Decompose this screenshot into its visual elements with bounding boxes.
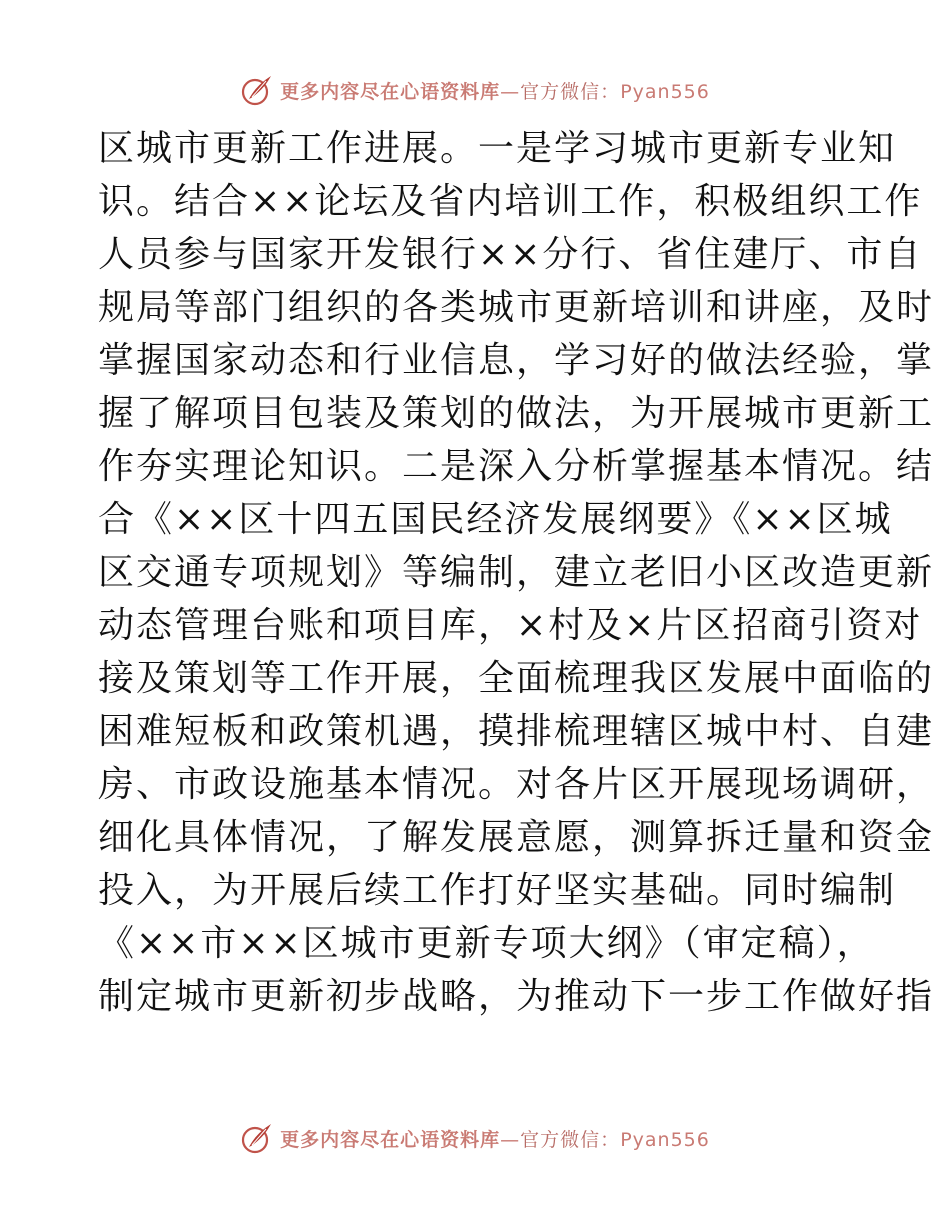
body-line: 识。结合××论坛及省内培训工作，积极组织工作 bbox=[98, 181, 923, 222]
footer-label: 官方微信： bbox=[520, 1128, 621, 1151]
header-separator: — bbox=[500, 80, 521, 103]
body-line: 投入，为开展后续工作打好坚实基础。同时编制 bbox=[98, 870, 897, 911]
body-line: 人员参与国家开发银行××分行、省住建厅、市自 bbox=[98, 234, 923, 275]
body-line: 动态管理台账和项目库，×村及×片区招商引资对 bbox=[98, 605, 923, 646]
body-line: 细化具体情况，了解发展意愿，测算拆迁量和资金 bbox=[98, 817, 935, 858]
footer-brand: 更多内容尽在心语资料库 bbox=[280, 1128, 501, 1151]
feather-pen-circle-icon bbox=[240, 73, 274, 107]
header-brand: 更多内容尽在心语资料库 bbox=[280, 80, 501, 103]
body-line: 《××市××区城市更新专项大纲》（审定稿）， bbox=[98, 923, 875, 964]
body-line: 制定城市更新初步战略，为推动下一步工作做好指 bbox=[98, 976, 935, 1017]
body-line: 作夯实理论知识。二是深入分析掌握基本情况。结 bbox=[98, 446, 935, 487]
body-line: 房、市政设施基本情况。对各片区开展现场调研， bbox=[98, 764, 935, 805]
body-line: 区城市更新工作进展。一是学习城市更新专业知 bbox=[98, 128, 897, 169]
body-line: 困难短板和政策机遇，摸排梳理辖区城中村、自建 bbox=[98, 711, 935, 752]
body-line: 掌握国家动态和行业信息，学习好的做法经验，掌 bbox=[98, 340, 935, 381]
document-body bbox=[98, 122, 935, 1023]
footer-separator: — bbox=[500, 1128, 521, 1151]
header-banner-text bbox=[280, 77, 710, 104]
footer-banner bbox=[0, 1118, 950, 1158]
footer-banner-text bbox=[280, 1125, 710, 1152]
feather-pen-circle-icon bbox=[240, 1121, 274, 1155]
header-banner bbox=[0, 70, 950, 110]
body-line: 区交通专项规划》等编制，建立老旧小区改造更新 bbox=[98, 552, 935, 593]
body-line: 握了解项目包装及策划的做法，为开展城市更新工 bbox=[98, 393, 935, 434]
header-handle: Pyan556 bbox=[620, 80, 710, 103]
body-line: 规局等部门组织的各类城市更新培训和讲座，及时 bbox=[98, 287, 935, 328]
body-line: 合《××区十四五国民经济发展纲要》《××区城 bbox=[98, 499, 893, 540]
body-line: 接及策划等工作开展，全面梳理我区发展中面临的 bbox=[98, 658, 935, 699]
header-label: 官方微信： bbox=[520, 80, 621, 103]
footer-handle: Pyan556 bbox=[620, 1128, 710, 1151]
